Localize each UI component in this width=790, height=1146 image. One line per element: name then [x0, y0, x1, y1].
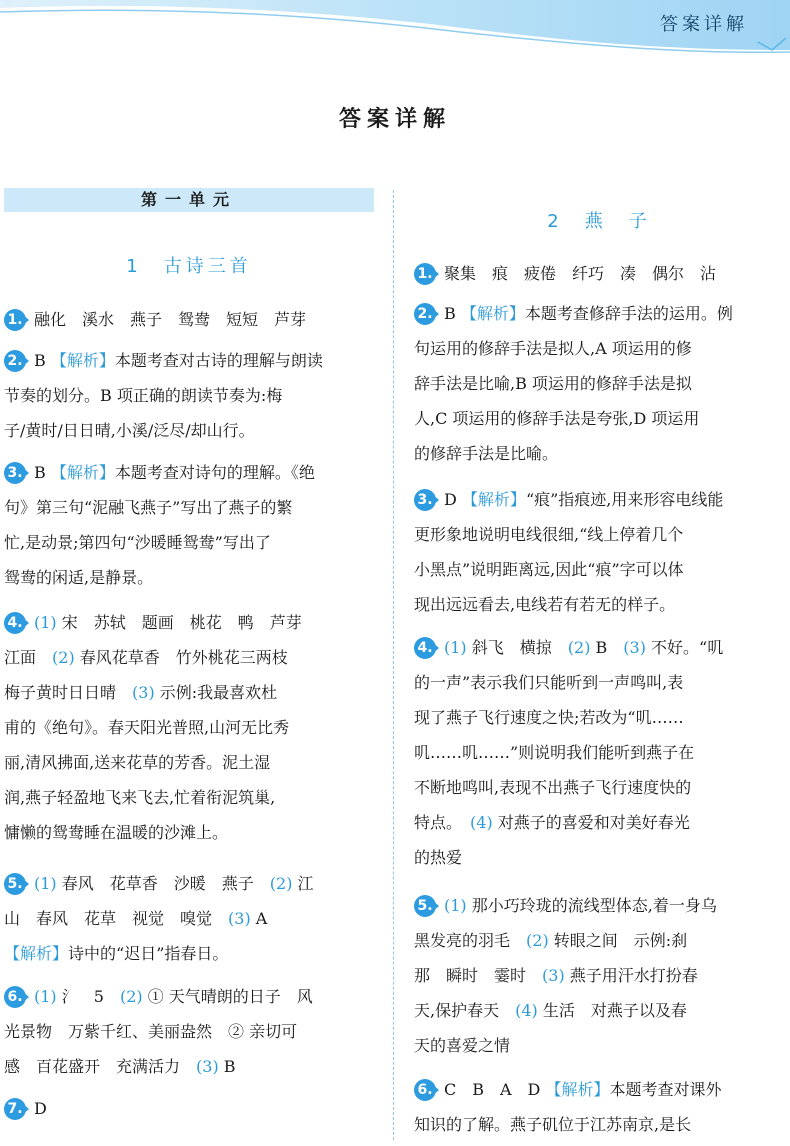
answer-line: B 【解析】本题考查修辞手法的运用。例 — [444, 304, 733, 323]
question-number-badge: 4. — [4, 612, 28, 634]
answer-line: 山 春风 花草 视觉 嗅觉 (3) A — [4, 909, 268, 928]
question-number-badge: 6. — [414, 1079, 438, 1101]
lesson-title-left: 1 古诗三首 — [126, 256, 252, 277]
question-number-badge: 1. — [4, 309, 28, 331]
answer-line: 甫的《绝句》。春天阳光普照,山河无比秀 — [4, 718, 290, 737]
answer-line: 子/黄时/日日晴,小溪/泛尽/却山行。 — [4, 421, 255, 440]
question-number-badge: 5. — [4, 873, 28, 895]
answer-line: 叽……叽……”则说明我们能听到燕子在 — [414, 743, 695, 762]
answer-line: 慵懒的鸳鸯睡在温暖的沙滩上。 — [4, 823, 229, 842]
answer-line: 润,燕子轻盈地飞来飞去,忙着衔泥筑巢, — [4, 788, 276, 807]
answer-line: 融化 溪水 燕子 鸳鸯 短短 芦芽 — [34, 310, 307, 329]
answer-line: (1) 春风 花草香 沙暖 燕子 (2) 江 — [34, 874, 314, 893]
header-band — [0, 0, 790, 60]
answer-line: 感 百花盛开 充满活力 (3) B — [4, 1057, 236, 1076]
answer-line: 更形象地说明电线很细,“线上停着几个 — [414, 525, 684, 544]
answer-line: 丽,清风拂面,送来花草的芳香。泥土湿 — [4, 753, 271, 772]
answer-line: (1) 氵 5 (2) ① 天气晴朗的日子 风 — [34, 987, 313, 1006]
answer-line: (1) 斜飞 横掠 (2) B (3) 不好。“叽 — [444, 638, 724, 657]
answer-line: D 【解析】“痕”指痕迹,用来形容电线能 — [444, 490, 724, 509]
unit-title-bar: 第一单元 — [4, 188, 374, 212]
answer-line: 句》第三句“泥融飞燕子”写出了燕子的繁 — [4, 498, 293, 517]
answer-line: (1) 那小巧玲珑的流线型体态,着一身乌 — [444, 896, 717, 915]
answer-line: 忙,是动景;第四句“沙暖睡鸳鸯”写出了 — [4, 533, 271, 552]
answer-line: B 【解析】本题考查对诗句的理解。《绝 — [34, 463, 315, 482]
question-number-badge: 2. — [4, 350, 28, 372]
answer-line: 特点。 (4) 对燕子的喜爱和对美好春光 — [414, 813, 690, 832]
answer-line: B 【解析】本题考查对古诗的理解与朗读 — [34, 351, 323, 370]
answer-line: 【解析】诗中的“迟日”指春日。 — [4, 944, 229, 963]
answer-line: 江面 (2) 春风花草香 竹外桃花三两枝 — [4, 648, 288, 667]
answer-line: 的热爱 — [414, 848, 463, 867]
page-title: 答案详解 — [338, 107, 451, 132]
answer-line: 的修辞手法是比喻。 — [414, 444, 559, 463]
column-divider — [393, 190, 394, 1140]
answer-line: 鸳鸯的闲适,是静景。 — [4, 568, 154, 587]
answer-line: 句运用的修辞手法是拟人,A 项运用的修 — [414, 339, 692, 358]
answer-line: 小黑点”说明距离远,因此“痕”字可以体 — [414, 560, 684, 579]
running-header-label: 答案详解 — [660, 14, 748, 35]
answer-line: C B A D 【解析】本题考查对课外 — [444, 1080, 722, 1099]
answer-line: 不断地鸣叫,表现不出燕子飞行速度快的 — [414, 778, 692, 797]
question-number-badge: 5. — [414, 895, 438, 917]
answer-line: D — [34, 1099, 47, 1118]
question-number-badge: 4. — [414, 637, 438, 659]
answer-line: 的一声”表示我们只能听到一声鸣叫,表 — [414, 673, 684, 692]
answer-line: 知识的了解。燕子矶位于江苏南京,是长 — [414, 1115, 692, 1134]
question-number-badge: 3. — [4, 462, 28, 484]
question-number-badge: 2. — [414, 303, 438, 325]
answer-line: 聚集 痕 疲倦 纤巧 凑 偶尔 沾 — [444, 264, 717, 283]
answer-line: 现出远远看去,电线若有若无的样子。 — [414, 595, 676, 614]
answer-line: (1) 宋 苏轼 题画 桃花 鸭 芦芽 — [34, 613, 302, 632]
question-number-badge: 3. — [414, 489, 438, 511]
answer-line: 天,保护春天 (4) 生活 对燕子以及春 — [414, 1001, 687, 1020]
answer-line: 梅子黄时日日晴 (3) 示例:我最喜欢杜 — [4, 683, 278, 702]
lesson-title-right: 2 燕 子 — [547, 211, 651, 232]
answer-line: 辞手法是比喻,B 项运用的修辞手法是拟 — [414, 374, 692, 393]
question-number-badge: 6. — [4, 986, 28, 1008]
answer-line: 现了燕子飞行速度之快;若改为“叽…… — [414, 708, 684, 727]
answer-line: 那 瞬时 霎时 (3) 燕子用汗水打扮春 — [414, 966, 698, 985]
answer-line: 节奏的划分。B 项正确的朗读节奏为:梅 — [4, 386, 283, 405]
answer-line: 人,C 项运用的修辞手法是夸张,D 项运用 — [414, 409, 700, 428]
answer-line: 天的喜爱之情 — [414, 1036, 511, 1055]
question-number-badge: 7. — [4, 1098, 28, 1120]
question-number-badge: 1. — [414, 263, 438, 285]
answer-line: 黑发亮的羽毛 (2) 转眼之间 示例:刹 — [414, 931, 688, 950]
answer-line: 光景物 万紫千红、美丽盎然 ② 亲切可 — [4, 1022, 298, 1041]
